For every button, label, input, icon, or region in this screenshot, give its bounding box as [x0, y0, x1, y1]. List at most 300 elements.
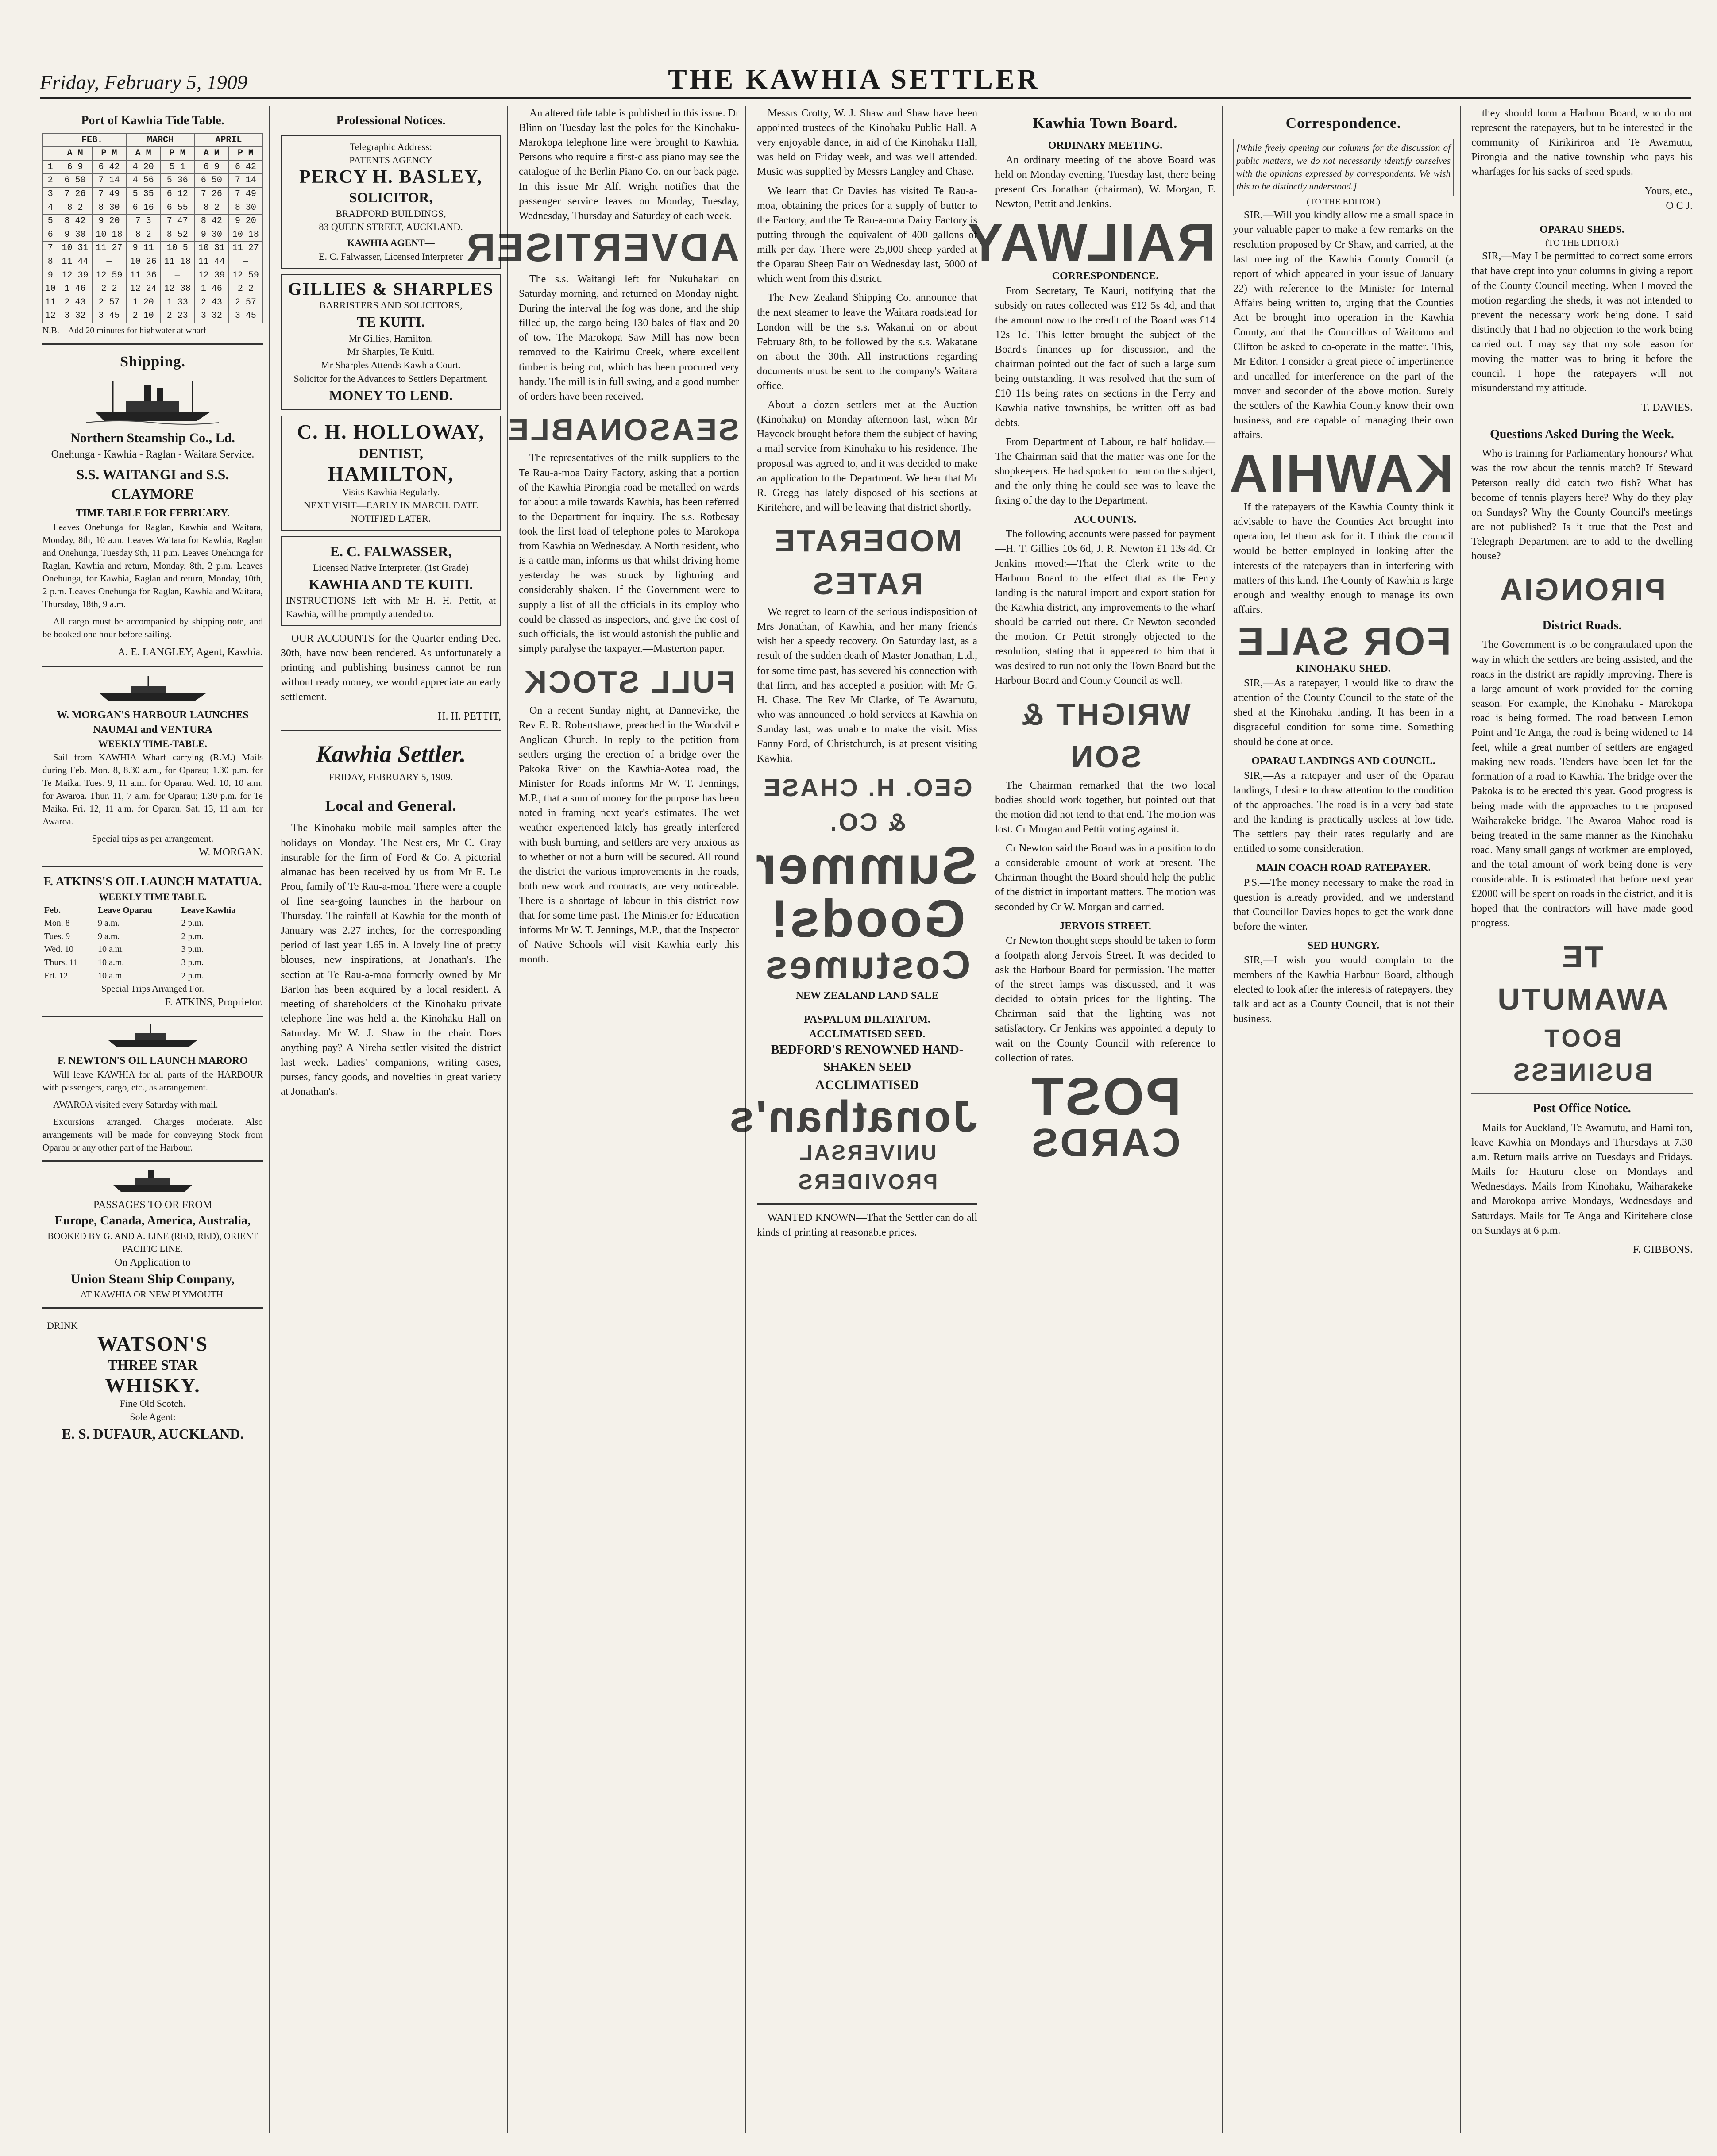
letter-c: SIR,—As a ratepayer, I would like to draw the attention of the County Council to the state of the shed at the Kinohaku landing. It has been in a disgraceful condition for some time. Something should be done at once.: [1233, 678, 1454, 748]
tide-cell: 6 55: [160, 201, 194, 215]
tide-cell: 10 18: [92, 228, 126, 242]
tide-row: [43, 269, 263, 282]
tide-cell: 8 30: [228, 201, 262, 215]
col4-text-d: About a dozen settlers met at the Auction (Kinohaku) on Monday afternoon last, when Mr Haycock brought before them the subject of having a mail service from Kinohaku to his residence. The proposal was agreed to, and it was decided to make an application to the Department. We hear that Mr R. Gregg has lately disposed of his sections at Kiritehere, and will be leaving that district shortly.: [757, 399, 977, 513]
col7-text-a: they should form a Harbour Board, who do not represent the ratepayers, but to be interested in the community of Kirikiriroa and Te Awamutu, Pirongia and the native township who pays his wharfages for his sacks of seed spuds.: [1471, 108, 1693, 178]
col4-text-a: Messrs Crotty, W. J. Shaw and Shaw have been appointed trustees of the Kinohaku Public Hall. A very enjoyable dance, in aid of the Kinohaku Hall, was held on Friday week, and was well attended. Music was supplied by Messrs Langley and Chase.: [757, 108, 977, 178]
rule: [42, 666, 263, 667]
tide-cell: 6 16: [126, 201, 160, 215]
tide-col-march: MARCH: [126, 133, 194, 147]
tide-cell: 10 31: [58, 242, 92, 255]
tide-cell: 3: [43, 188, 58, 201]
morgan-timetable: Sail from KAWHIA Wharf carrying (R.M.) Mails during Feb. Mon. 8, 8.30 a.m., for Oparau; 1.30 p.m. for Te Maika. Tues. 9, 11 a.m. for Oparau. Wed. 10, 10 a.m. for Awaroa. Thur. 11, 7 a.m. for Oparau; 1.30 p.m. for Te Maika. Fri. 12, 11 a.m. for Oparau. Sat. 13, 11 a.m. for Awaroa.: [42, 751, 263, 827]
tide-cell: 1 46: [58, 282, 92, 296]
tide-sub: A M: [194, 147, 228, 161]
stamp-railway: RAILWAY: [966, 213, 1215, 273]
col5-text-f: Cr Newton said the Board was in a position to do a considerable amount of work at present. The Chairman thought the Board should help the public of the district in important matters. The motion was seconded by Cr W. Morgan and carried.: [995, 843, 1215, 913]
atkins-cell: 10 a.m.: [97, 958, 124, 968]
atkins-cell: 10 a.m.: [97, 944, 124, 955]
tide-cell: 9 11: [126, 242, 160, 255]
acclimatised-heading: ACCLIMATISED: [815, 1078, 919, 1093]
atkins-row: [42, 956, 263, 970]
tide-row: [43, 201, 263, 215]
col4-text-b: We learn that Cr Davies has visited Te Rau-a-moa, obtaining the prices for a supply of butter to the Factory, and the Te Rau-a-moa Dairy Factory is putting through the equivalent of 400 gallons of milk per day. There were 25,000 sheep yarded at the Oparau Sheep Fair on Wednesday last, 5000 of which went from this district.: [757, 185, 977, 285]
tide-cell: —: [92, 255, 126, 269]
nsc-name: Northern Steamship Co., Ld.: [70, 431, 235, 446]
col4-text-e: We regret to learn of the serious indisposition of Mrs Jonathan, of Kawhia, and her many friends wish her a speedy recovery. On Saturday last, as a result of the sudden death of Master Jonathan, Ltd., for some time past, has severed his connection with that firm, and has accepted a position with Mr G. H. Chase. The Rev Mr Clarke, of Te Awamutu, who was announced to hold services at Kawhia on Sunday last, was unable to make the visit. Miss Fanny Ford, of Christchurch, is at present visiting Kawhia.: [757, 606, 977, 765]
passages-places: Europe, Canada, America, Australia,: [54, 1214, 251, 1228]
atkins-cell: 9 a.m.: [97, 931, 120, 941]
tide-cell: 8 2: [194, 201, 228, 215]
tide-cell: —: [228, 255, 262, 269]
basley-role: SOLICITOR,: [349, 189, 433, 205]
tide-cell: 7 26: [58, 188, 92, 201]
stamp-chase-co: GEO. H. CHASE & CO.: [762, 774, 972, 836]
falwasser-places: KAWHIA AND TE KUITI.: [309, 576, 473, 593]
tide-cell: 7 47: [160, 215, 194, 228]
nsc-ships: S.S. WAITANGI and S.S. CLAYMORE: [76, 466, 229, 502]
col5-text-c: From Department of Labour, re half holiday.—The Chairman said that the matter was one for the shopkeepers. He had spoken to them on the subject, and the only thing he could see was to leave the fixing of the day to the Department.: [995, 436, 1215, 507]
col4-text-c: The New Zealand Shipping Co. announce that the next steamer to leave the Waitara roadstead for London will be the s.s. Wakanui on or about February 8th, to be followed by the s.s. Wakatane on about the 30th. All instructions regarding documents must be sent to the company's Waitara office.: [757, 292, 977, 392]
tide-cell: 7 49: [228, 188, 262, 201]
atkins-note: Special Trips Arranged For.: [101, 983, 204, 994]
gillies-advances: Solicitor for the Advances to Settlers Department.: [293, 373, 488, 384]
stamp-pirongia: PIRONGIA: [1498, 572, 1666, 607]
tide-cell: 9 20: [92, 215, 126, 228]
questions-text: Who is training for Parliamentary honours? What was the row about the tennis match? If Steward Peterson really did catch two fish? What has become of tennis players here? Why do they play on Sundays? Why the County Council's meetings are not published? Is it true that the Post and Telegraph Department are to add to the dwelling house?: [1471, 448, 1693, 562]
holloway-hamilton: HAMILTON,: [328, 462, 454, 485]
tide-row: [43, 160, 263, 174]
atkins-head: Feb.: [44, 905, 61, 915]
district-roads-text: The Government is to be congratulated upon the way in which the settlers are being assisted, and the roads in the district are rapidly improving. There is a large amount of work provided for the coming season. For example, the Kinohaku - Marokopa road is being formed. The road between Lemon Point and Te Anga, the road is being widened to 14 feet, while a great number of settlers are engaged making new roads. Tenders have been let for the formation of a road to Kawhia. The bridge over the Pakoka is to be erected this year. Good progress is being made with the approaches to the proposed Waiharakeke bridge. The Awaroa Mahoe road is being treated in the same manner as the Kinohaku road. Many small gangs of workmen are employed, and the total amount of work being done is very considerable. It is estimated that before next year £2000 will be spent on roads in the district, and it is hoped that the contractors will have made good progress.: [1471, 639, 1693, 929]
atkins-cell: 2 p.m.: [181, 970, 204, 981]
tide-row: [43, 174, 263, 188]
tide-row: [43, 282, 263, 296]
tide-cell: 6 42: [92, 160, 126, 174]
atkins-cell: 2 p.m.: [181, 931, 204, 941]
col5-text-g: Cr Newton thought steps should be taken to form a footpath along Jervois Street. It was decided to ask the Harbour Board for permission. The matter of the street lamps was discussed, and it was decided to obtain prices for the lighting. The Chairman said that the lighting was not satisfactory. Cr Jenkins was appointed a deputy to wait on the County Council with reference to collection of rates.: [995, 935, 1215, 1064]
oparau-sheds-title: OPARAU SHEDS.: [1540, 223, 1624, 235]
tide-cell: 5: [43, 215, 58, 228]
tide-cell: 12: [43, 309, 58, 323]
town-board-title: Kawhia Town Board.: [1033, 115, 1178, 131]
newton-excursion: Excursions arranged. Charges moderate. Also arrangements will be made for conveying Stock from Oparau or any other part of the Harbour.: [42, 1116, 263, 1153]
watsons-sub: Fine Old Scotch.: [120, 1398, 186, 1409]
stamp-advertiser: ADVERTISER: [464, 225, 739, 270]
watsons-agent: Sole Agent:: [130, 1411, 176, 1423]
tide-cell: 8: [43, 255, 58, 269]
pettit-sign: H. H. PETTIT,: [438, 710, 501, 722]
watsons-star: THREE STAR: [108, 1357, 198, 1373]
tide-cell: 7: [43, 242, 58, 255]
tide-cell: 8 42: [194, 215, 228, 228]
col5-text-e: The Chairman remarked that the two local bodies should work together, but pointed out that the motion did not tend to that end. The motion was lost. Cr Morgan and Pettit voting against it.: [995, 779, 1215, 835]
stamp-wright-son: WRIGHT & SON: [1020, 697, 1191, 774]
atkins-sign: F. ATKINS, Proprietor.: [165, 997, 263, 1009]
tide-cell: 4 56: [126, 174, 160, 188]
accounts-heading: ACCOUNTS.: [1074, 514, 1137, 526]
gillies-role: BARRISTERS AND SOLICITORS,: [319, 300, 463, 311]
atkins-cell: Wed. 10: [44, 944, 74, 955]
gillies-court: Mr Sharples Attends Kawhia Court.: [321, 359, 461, 371]
tide-cell: 11 18: [160, 255, 194, 269]
oil-launch-icon: [104, 1024, 201, 1050]
tide-cell: 4 20: [126, 160, 160, 174]
tide-cell: 7 14: [228, 174, 262, 188]
tide-cell: 3 32: [58, 309, 92, 323]
morgan-title: W. MORGAN'S HARBOUR LAUNCHES NAUMAI and VENTURA: [57, 709, 249, 736]
passages-booked: BOOKED BY G. AND A. LINE (RED, RED), ORIENT PACIFIC LINE.: [47, 1230, 258, 1254]
sign-davies: T. DAVIES.: [1641, 401, 1693, 413]
tide-cell: 7 49: [92, 188, 126, 201]
shipping-title: Shipping.: [120, 353, 185, 370]
col5-text-b: From Secretary, Te Kauri, notifying that the subsidy on rates collected was £12 5s 4d, and that the amount now to the credit of the Board was £14 12s 1d. This letter brought the subject of the Board's finances up for discussion, and the chairman pointed out the fact of such a large sum being outstanding. It was resolved that the sum of £10 11s being rates on sections in the Ferry and Kawhia native townships, be written off as bad debts.: [995, 285, 1215, 429]
gillies-line2: Mr Sharples, Te Kuiti.: [347, 346, 435, 357]
atkins-cell: Tues. 9: [44, 931, 70, 941]
masthead: [40, 44, 1691, 99]
bedford-seed: BEDFORD'S RENOWNED HAND-SHAKEN SEED: [771, 1043, 964, 1074]
patents-agency: PATENTS AGENCY: [349, 154, 433, 166]
tide-cell: 10: [43, 282, 58, 296]
atkins-head: Leave Oparau: [97, 905, 152, 915]
holloway-next-visit: NEXT VISIT—EARLY IN MARCH. DATE NOTIFIED LATER.: [304, 499, 478, 524]
acclimatised-seed-heading: ACCLIMATISED SEED.: [809, 1028, 926, 1040]
rule: [1471, 1093, 1693, 1094]
nsc-agent: A. E. LANGLEY, Agent, Kawhia.: [117, 647, 263, 658]
tide-cell: 2 23: [160, 309, 194, 323]
tide-cell: 2 43: [58, 296, 92, 309]
tide-cell: 10 26: [126, 255, 160, 269]
sed-title: SED HUNGRY.: [1307, 939, 1380, 951]
atkins-timetable: [42, 904, 263, 983]
tide-row: [43, 309, 263, 323]
atkins-head: Leave Kawhia: [181, 905, 236, 915]
atkins-cell: 2 p.m.: [181, 918, 204, 928]
tide-cell: 6: [43, 228, 58, 242]
tide-cell: 6 50: [58, 174, 92, 188]
tide-cell: 12 38: [160, 282, 194, 296]
tide-cell: 7 26: [194, 188, 228, 201]
tide-header-row: [43, 133, 263, 147]
col3-text-a: An altered tide table is published in this issue. Dr Blinn on Tuesday last the poles for the Kinohaku-Marokopa telephone line were brought to Kawhia. Persons who require a first-class piano may see the catalogue of the Berlin Piano Co. on our back page. In this issue Mr Alf. Wright notifies that the passenger service leaves on Monday, Tuesday, Wednesday, Thursday and Saturday of each week.: [519, 108, 739, 222]
atkins-cell: Mon. 8: [44, 918, 70, 928]
col3-text-d: On a recent Sunday night, at Dannevirke, the Rev E. R. Robertshawe, preached in the Woodville Anglican Church. In reply to the petition from settlers urging the erection of a bridge over the Pakoka River on the Kawhia-Aotea road, the Minister for Roads informs Mr W. T. Jennings, M.P., that a sum of money for the purpose has been noted in framing next year's estimates. The wet weather experienced lately has greatly interfered with bush burning, and settlers are very anxious as to whether or not a burn will be secured. All round the district the various improvements in the roads, both new work and contracts, are very noticeable. There is a shortage of labour in this district now that for some time past. The Minister for Education informs Mr W. T. Jennings, M.P., that the Inspector of Native Schools will visit Kawhia early this month.: [519, 705, 739, 966]
kinohaku-shed-title: KINOHAKU SHED.: [1296, 663, 1391, 674]
tide-cell: 11: [43, 296, 58, 309]
local-general-text: The Kinohaku mobile mail samples after the holidays on Monday. The Nestlers, Mr C. Gray insurable for the firm of Ford & Co. A pictorial almanac has been received by us from Mr E. Le Prou, family of Te Rau-a-moa. There were a couple of fine sea-going launches in the harbour on Thursday. The rainfall at Kawhia for the month of January was 2.27 inches, for the corresponding period of last year 1.65 in. A lovely line of pretty blouses, new inspirations, at Jonathan's. The section at Te Rau-a-moa formerly owned by Mr Barton has been acquired by a local resident. A meeting of shareholders of the Kinohaku private telephone line was held at the Kinohaku Hall on Saturday. Mr W. J. Shaw in the chair. Does anything pay? A Nireha settler visited the district last week. Ladies' companions, writing cases, purses, fancy goods, and novelties in great variety at Jonathan's.: [281, 822, 501, 1098]
tide-cell: 11 27: [92, 242, 126, 255]
tide-cell: 1: [43, 160, 58, 174]
atkins-cell: Fri. 12: [44, 970, 68, 981]
steamship-icon: [86, 377, 219, 425]
column-6: [1227, 106, 1461, 2133]
tide-row: [43, 255, 263, 269]
launch-icon: [95, 674, 210, 705]
falwasser-name: E. C. FALWASSER,: [330, 543, 452, 559]
newspaper-title: THE KAWHIA SETTLER: [668, 63, 1040, 95]
tide-cell: 10 18: [228, 228, 262, 242]
kawhia-agent: KAWHIA AGENT—: [347, 237, 435, 249]
passages-title: PASSAGES TO OR FROM: [93, 1199, 212, 1211]
basley-name: PERCY H. BASLEY,: [299, 167, 482, 188]
correspondence-disclaimer: [While freely opening our columns for the discussion of public matters, we do not necessarily identify ourselves with the opinions expressed by correspondents. We wish this to be distinctly understood.]: [1233, 139, 1454, 196]
rule: [42, 1160, 263, 1162]
tide-cell: 8 42: [58, 215, 92, 228]
tide-cell: 12 59: [228, 269, 262, 282]
basley-building: BRADFORD BUILDINGS,: [336, 208, 446, 219]
col3-text-c: The representatives of the milk suppliers to the Te Rau-a-moa Dairy Factory, asking that a portion of the Kawhia Pirongia road be metalled on wards for about a mile towards Kawhia, has been referred to the Department for inquiry. The s.s. Rotbesay took the first load of telephone poles to Marokopa from Kawhia on Wednesday. A North resident, who is a cattle man, informs us that whilst driving home yesterday he was struck by lightning and considerably shaken. If the Government were to supply a list of all the officials in its employ who could be classed as inspectors, and give the cost of such officials, the list would astonish the public and simply paralyse the taxpayer.—Masterton paper.: [519, 452, 739, 654]
atkins-head-row: [42, 904, 263, 917]
tide-cell: 12 39: [58, 269, 92, 282]
tide-cell: 2 57: [92, 296, 126, 309]
tide-sub: P M: [160, 147, 194, 161]
nsc-route: Onehunga - Kawhia - Raglan - Waitara Service.: [51, 448, 255, 460]
atkins-row: [42, 917, 263, 930]
letter-a: SIR,—Will you kindly allow me a small space in your valuable paper to make a few remarks on the resolution proposed by Cr Shaw, and carried, at the last meeting of the Kawhia County Council (a report of which appeared in your issue of January 22) with reference to the Minister for Internal Affairs being written to, urging that the Counties Act be brought into operation in the Kawhia County, and that the Councillors of Waitomo and Clifton be asked to co-operate in the matter. This, Mr Editor, I consider a great piece of impertinence and uncalled for interference on the part of the mover and seconder of the above motion. Surely the settlers of the Kawhia County know their own business, and are capable of managing their own affairs.: [1233, 209, 1454, 441]
col5-text-d: The following accounts were passed for payment—H. T. Gillies 10s 6d, J. R. Newton £1 13s 4d. Cr Jenkins moved:—That the Clerk write to the Harbour Board to the effect that as the Ferry landing is the natural import and export station for the Kawhia district, any improvements to the wharf should be carried out there. Cr Newton seconded the motion. Cr Pettit strongly objected to the resolution, stating that it appeared to him that it was desired to run not only the Town Board but the Harbour Board and County Council as well.: [995, 528, 1215, 687]
stamp-full-stock: FULL STOCK: [522, 664, 736, 699]
atkins-cell: 3 p.m.: [181, 958, 204, 968]
tide-cell: 12 39: [194, 269, 228, 282]
rule: [757, 1203, 977, 1205]
falwasser-role: Licensed Native Interpreter, (1st Grade): [313, 562, 469, 573]
tide-cell: 2 2: [92, 282, 126, 296]
gillies-name: GILLIES & SHARPLES: [288, 279, 494, 299]
stamp-for-sale: FOR SALE: [1235, 620, 1451, 664]
tide-sub-header-row: [43, 147, 263, 161]
atkins-body: [42, 917, 263, 982]
tide-row: [43, 296, 263, 309]
stamp-seasonable: SEASONABLE: [506, 412, 739, 447]
stamp-kawhia: KAWHIA: [1227, 444, 1454, 504]
stamp-boot-business: BOOT BUSINESS: [1511, 1024, 1653, 1086]
to-editor-7: (TO THE EDITOR.): [1545, 238, 1619, 248]
tide-cell: 6 9: [58, 160, 92, 174]
tide-cell: 8 2: [126, 228, 160, 242]
prof-notices-title: Professional Notices.: [336, 114, 446, 127]
tide-cell: 1 20: [126, 296, 160, 309]
letter-b: If the ratepayers of the Kawhia County think it advisable to have the Counties Act brought into operation, let them ask for it. I think the council would be better employed in looking after the interests of the ratepayers than in interfering with matters of this kind. The County of Kawhia is large enough and wealthy enough to manage its own affairs.: [1233, 501, 1454, 616]
sign-ocj: O C J.: [1666, 200, 1693, 212]
falwasser-text: INSTRUCTIONS left with Mr H. H. Pettit, at Kawhia, will be promptly attended to.: [286, 595, 496, 620]
morgan-sign: W. MORGAN.: [198, 846, 263, 858]
tide-row: [43, 242, 263, 255]
tide-cell: 5 36: [160, 174, 194, 188]
accounts-notice: OUR ACCOUNTS for the Quarter ending Dec. 30th, have now been rendered. As unfortunately a printing and publishing business cannot be run without ready money, we would appreciate an early settlement.: [281, 633, 501, 703]
tide-sub: A M: [126, 147, 160, 161]
tide-cell: 5 1: [160, 160, 194, 174]
col7-text-b: SIR,—May I be permitted to correct some errors that have crept into your columns in giving a report of the County Council meeting. When I moved the motion regarding the sheds, it was not intended to prevent the necessary work being done. I said distinctly that I had no objection to the work being carried out. I may say that my sole reason for moving the matter was to bring it before the council. I hope the ratepayers will not misunderstand my attitude.: [1471, 250, 1693, 394]
tide-cell: 11 36: [126, 269, 160, 282]
tide-cell: 6 9: [194, 160, 228, 174]
gillies-ad: [281, 274, 501, 410]
watsons-whisky: WHISKY.: [105, 1374, 201, 1397]
atkins-cell: 9 a.m.: [97, 918, 120, 928]
tide-cell: 8 52: [160, 228, 194, 242]
paspalum-heading: PASPALUM DILATATUM.: [804, 1013, 930, 1025]
stamp-cards: CARDS: [1030, 1120, 1181, 1165]
atkins-row: [42, 943, 263, 956]
tide-cell: 9 30: [58, 228, 92, 242]
newton-text: Will leave KAWHIA for all parts of the HARBOUR with passengers, cargo, etc., as arrangement.: [42, 1069, 263, 1093]
letter-e: P.S.—The money necessary to make the road in question is already provided, and we understand that Councillor Davies hopes to get the work done before the winter.: [1233, 877, 1454, 932]
tide-body: [43, 160, 263, 323]
tide-cell: 10 5: [160, 242, 194, 255]
telegraphic-address: Telegraphic Address:: [349, 141, 432, 152]
tide-table-title: Port of Kawhia Tide Table.: [81, 114, 224, 127]
tide-sub: P M: [92, 147, 126, 161]
tide-cell: 6 42: [228, 160, 262, 174]
tide-cell: 9 30: [194, 228, 228, 242]
falwasser-line: E. C. Falwasser, Licensed Interpreter: [319, 250, 463, 262]
rule: [281, 730, 501, 732]
tide-cell: 9 20: [228, 215, 262, 228]
atkins-row: [42, 970, 263, 983]
holloway-visits: Visits Kawhia Regularly.: [342, 486, 440, 497]
holloway-name: C. H. HOLLOWAY,: [297, 420, 485, 443]
tide-cell: 3 32: [194, 309, 228, 323]
newton-title: F. NEWTON'S OIL LAUNCH MARORO: [57, 1055, 248, 1067]
rule: [42, 343, 263, 345]
universal-providers-stamp: UNIVERSAL PROVIDERS: [796, 1141, 938, 1194]
watsons-name: WATSON'S: [97, 1332, 208, 1355]
stamp-te-awamutu: TE AWAMUTU: [1496, 939, 1668, 1017]
rule: [42, 1307, 263, 1309]
district-roads-title: District Roads.: [1542, 618, 1622, 632]
atkins-row: [42, 930, 263, 943]
tide-cell: 12 24: [126, 282, 160, 296]
costumes-stamp: Costumes: [764, 943, 971, 987]
tide-sub-blank: [43, 147, 58, 161]
nsc-note: All cargo must be accompanied by shipping note, and be booked one hour before sailing.: [42, 616, 263, 640]
column-7: [1469, 106, 1699, 2133]
atkins-cell: 3 p.m.: [181, 944, 204, 955]
settler-masthead: Kawhia Settler.: [316, 740, 466, 767]
letter-f: SIR,—I wish you would complain to the members of the Kawhia Harbour Board, although elected to look after the interests of ratepayers, they talk and act as a County Council, that is not their business.: [1233, 955, 1454, 1025]
wanted-known: WANTED KNOWN—That the Settler can do all kinds of printing at reasonable prices.: [757, 1212, 977, 1239]
col3-text-b: The s.s. Waitangi left for Nukuhakari on Saturday morning, and returned on Monday night. During the interval the fog was done, and the ship filled up, the cargo being 130 bales of flax and 20 of tow. The Marokopa Saw Mill has now been removed to the Kairimu Creek, where excellent timber is being cut, which has been procured very handy. The mill is in full swing, and a good number of orders have been received.: [519, 273, 739, 402]
tide-cell: 2 57: [228, 296, 262, 309]
tide-row: [43, 188, 263, 201]
atkins-tt-title: WEEKLY TIME TABLE.: [99, 891, 207, 903]
jervois-street-heading: JERVOIS STREET.: [1059, 920, 1151, 932]
tide-col-feb: FEB.: [58, 133, 126, 147]
passages-apply: On Application to: [115, 1256, 191, 1268]
tide-cell: 7 14: [92, 174, 126, 188]
tide-cell: 11 44: [194, 255, 228, 269]
summer-goods-stamp: Summer Goods!: [754, 835, 977, 948]
questions-title: Questions Asked During the Week.: [1490, 427, 1674, 441]
tide-cell: 2: [43, 174, 58, 188]
nz-sale-heading: NEW ZEALAND LAND SALE: [795, 989, 939, 1001]
yours-etc: Yours, etc.,: [1644, 185, 1693, 197]
watsons-drink: DRINK: [47, 1320, 78, 1332]
morgan-note: Special trips as per arrangement.: [92, 833, 214, 844]
meeting-heading: ORDINARY MEETING.: [1048, 139, 1163, 151]
post-office-title: Post Office Notice.: [1533, 1101, 1631, 1116]
tide-col-day: [43, 133, 58, 147]
tide-table: [42, 133, 263, 323]
correspondence-heading: CORRESPONDENCE.: [1052, 270, 1159, 282]
watsons-ad: [42, 1315, 263, 1448]
nsc-timetable-title: TIME TABLE FOR FEBRUARY.: [75, 508, 230, 520]
settler-date: FRIDAY, FEBRUARY 5, 1909.: [328, 771, 453, 783]
passages-where: AT KAWHIA OR NEW PLYMOUTH.: [80, 1289, 225, 1300]
oparau-landings-title: OPARAU LANDINGS AND COUNCIL.: [1251, 755, 1435, 767]
tide-cell: 3 45: [228, 309, 262, 323]
tide-cell: 6 50: [194, 174, 228, 188]
post-office-sign: F. GIBBONS.: [1633, 1244, 1693, 1255]
basley-address: 83 QUEEN STREET, AUCKLAND.: [319, 221, 463, 233]
watsons-firm: E. S. DUFAUR, AUCKLAND.: [62, 1425, 244, 1442]
correspondence-title: Correspondence.: [1285, 115, 1401, 131]
tide-cell: 8 2: [58, 201, 92, 215]
post-office-text: Mails for Auckland, Te Awamutu, and Hamilton, leave Kawhia on Mondays and Thursdays at 7.30 a.m. Return mails arrive on Tuesdays and Fridays. Mails for Hauturu close on Mondays and Wednesdays. Mails from Kinohaku, Waiharakeke and Marokopa arrive Mondays, Wednesdays and Saturdays. Mails for Te Anga and Kiritehere close on Sundays at 6 p.m.: [1471, 1122, 1693, 1236]
tide-cell: 5 35: [126, 188, 160, 201]
falwasser-ad: [281, 536, 501, 626]
to-editor: (TO THE EDITOR.): [1306, 196, 1381, 207]
rule: [42, 866, 263, 867]
newton-awaroa: AWAROA visited every Saturday with mail.: [53, 1099, 218, 1110]
tide-cell: 11 27: [228, 242, 262, 255]
rule: [42, 1016, 263, 1017]
stamp-moderate-rates: MODERATE RATES: [772, 523, 962, 601]
atkins-cell: Thurs. 11: [44, 958, 78, 968]
holloway-dentist: DENTIST,: [358, 445, 424, 461]
tide-row: [43, 228, 263, 242]
tide-cell: 1 46: [194, 282, 228, 296]
tide-sub: P M: [228, 147, 262, 161]
tide-cell: 9: [43, 269, 58, 282]
gillies-line1: Mr Gillies, Hamilton.: [348, 332, 433, 344]
tide-cell: 7 3: [126, 215, 160, 228]
tide-cell: 6 12: [160, 188, 194, 201]
tide-note: N.B.—Add 20 minutes for highwater at wharf: [42, 325, 206, 335]
local-general-title: Local and General.: [325, 797, 457, 814]
tide-cell: 1 33: [160, 296, 194, 309]
issue-date: Friday, February 5, 1909: [40, 71, 247, 93]
holloway-ad: [281, 416, 501, 531]
coach-road-title: MAIN COACH ROAD RATEPAYER.: [1256, 862, 1431, 874]
letter-d: SIR,—As a ratepayer and user of the Oparau landings, I desire to draw attention to the condition of the approaches. The road is in a very bad state and the landing is practically useless at low tide. The settlers pay their rates regularly and are entitled to some consideration.: [1233, 770, 1454, 855]
atkins-cell: 10 a.m.: [97, 970, 124, 981]
tide-sub: A M: [58, 147, 92, 161]
column-2: [278, 106, 508, 2133]
tide-cell: 11 44: [58, 255, 92, 269]
morgan-tt-title: WEEKLY TIME-TABLE.: [98, 738, 207, 750]
atkins-title: F. ATKINS'S OIL LAUNCH MATATUA.: [43, 874, 262, 889]
column-4: [728, 106, 984, 2133]
gillies-town: TE KUITI.: [357, 314, 425, 330]
liner-icon: [108, 1168, 197, 1194]
tide-cell: 2 10: [126, 309, 160, 323]
col5-text-a: An ordinary meeting of the above Board was held on Monday evening, Tuesday last, there being present Crs Jonathan (chairman), W. Morgan, F. Newton, Pettit and Jenkins.: [995, 154, 1215, 210]
column-5: [966, 106, 1223, 2133]
tide-cell: 12 59: [92, 269, 126, 282]
columns: [40, 106, 1691, 2133]
passages-company: Union Steam Ship Company,: [70, 1271, 235, 1286]
nsc-timetable: Leaves Onehunga for Raglan, Kawhia and Waitara, Monday, 8th, 10 a.m. Leaves Waitara for Kawhia, Raglan and Onehunga, Tuesday 9th, 11 p.m. Leaves Onehunga for Raglan, Kawhia and return, Monday, 8th, 2 p.m. Leaves Onehunga, for Kawhia, Raglan and return, Monday, 10th, 2 p.m. Leaves Onehunga for Raglan, Kawhia and Waitara, Thursday, 18th, 9 a.m.: [42, 522, 263, 610]
money-to-lend: MONEY TO LEND.: [329, 387, 453, 404]
tide-cell: 2 43: [194, 296, 228, 309]
tide-cell: 4: [43, 201, 58, 215]
tide-cell: 8 30: [92, 201, 126, 215]
tide-cell: 2 2: [228, 282, 262, 296]
tide-cell: 10 31: [194, 242, 228, 255]
tide-col-april: APRIL: [194, 133, 262, 147]
column-1: [40, 106, 270, 2133]
tide-row: [43, 215, 263, 228]
